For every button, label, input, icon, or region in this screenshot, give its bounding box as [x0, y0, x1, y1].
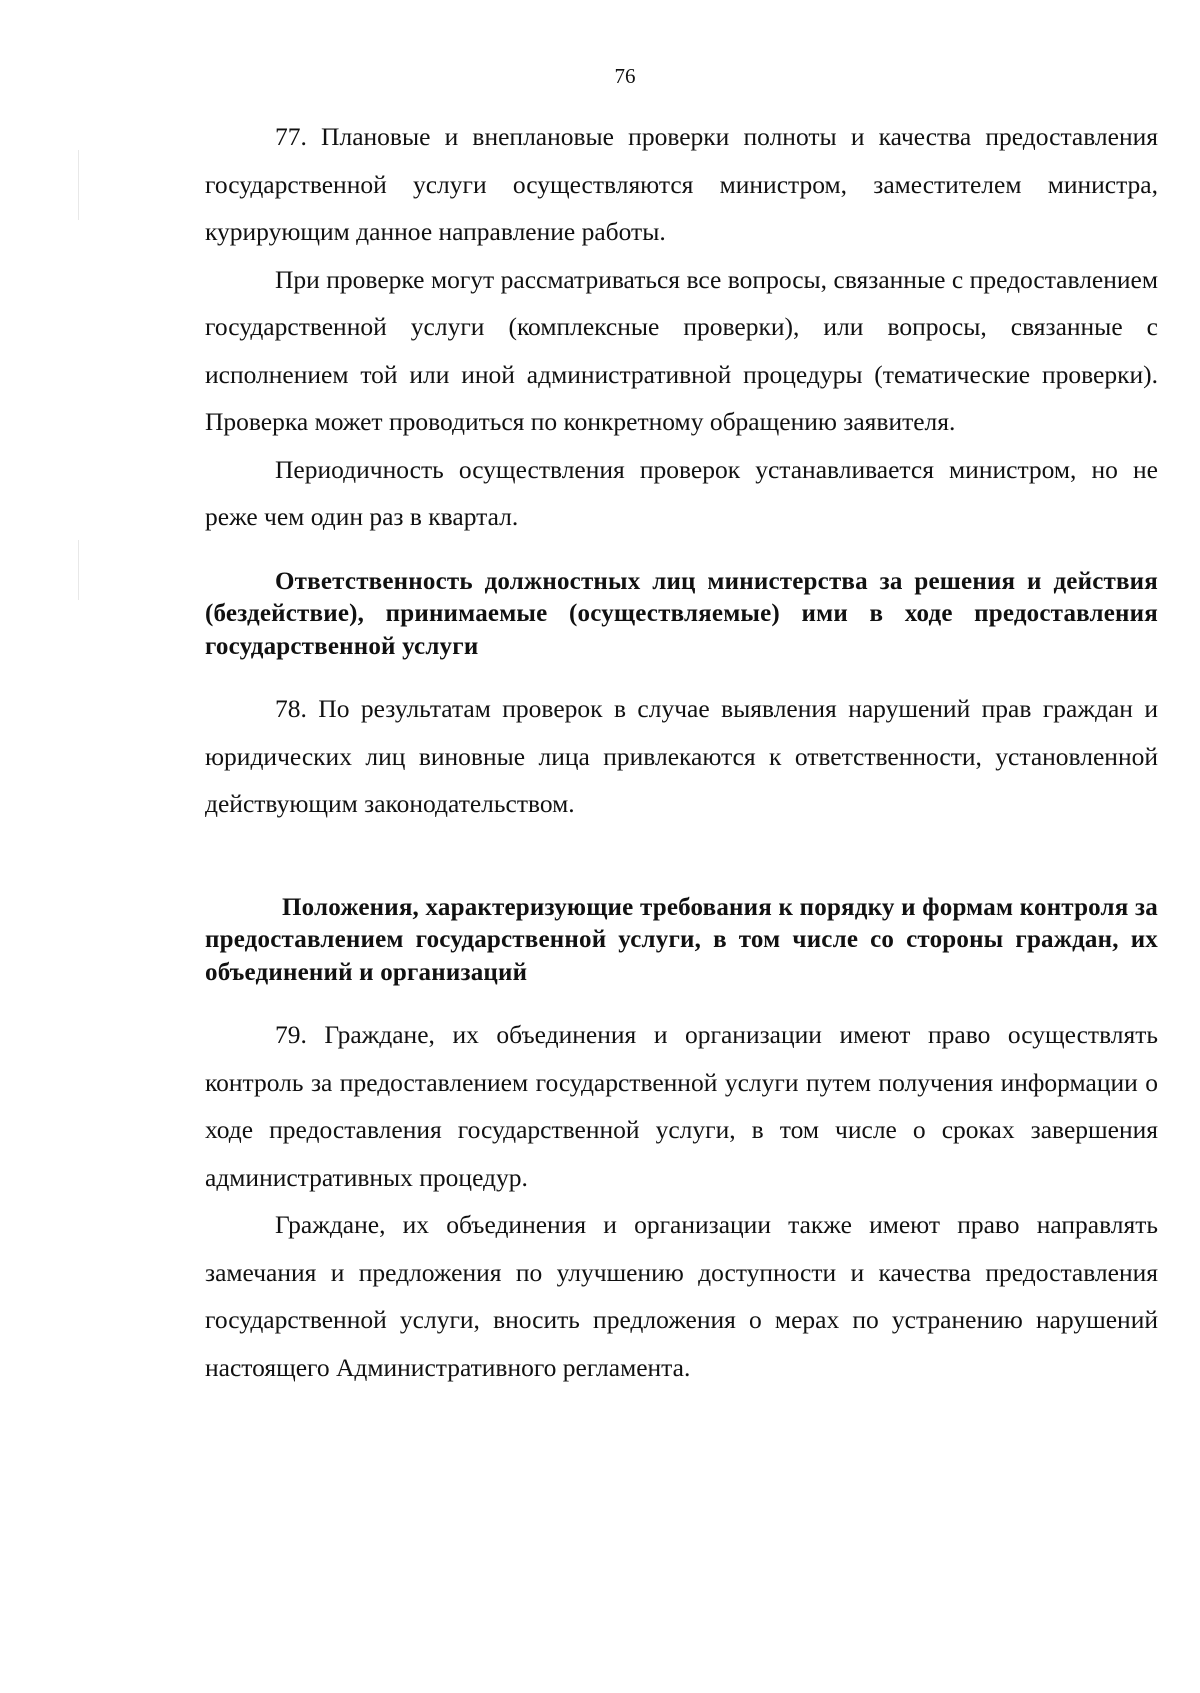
page-number: 76 [614, 64, 636, 88]
document-body [205, 113, 1158, 1391]
scan-margin-artifact [78, 150, 79, 220]
scan-margin-artifact [78, 540, 79, 600]
paragraph-check-frequency: Периодичность осуществления проверок устанавливается министром, но не реже чем один раз в квартал. [205, 454, 1158, 531]
paragraph-check-scope: При проверке могут рассматриваться все вопросы, связанные с предоставлением государственной услуги (комплексные проверки), или вопросы, связанные с исполнением той или иной административной процедуры (тематические проверки). Проверка может проводиться по конкретному обращению заявителя. [205, 264, 1158, 436]
paragraph-79: 79. Граждане, их объединения и организации имеют право осуществлять контроль за предоставлением государственной услуги путем получения информации о ходе предоставления государственной услуги, в том числе о сроках завершения административных процедур. [205, 1020, 1158, 1192]
spacer [205, 989, 1158, 1011]
paragraph-citizen-rights: Граждане, их объединения и организации также имеют право направлять замечания и предложения по улучшению доступности и качества предоставления государственной услуги, вносить предложения о мерах по устранению нарушений настоящего Административного регламента. [205, 1210, 1158, 1382]
spacer [205, 663, 1158, 685]
spacer [205, 541, 1158, 566]
section-heading-control-requirements: Положения, характеризующие требования к порядку и формам контроля за предоставлением государственной услуги, в том числе со стороны граждан, их объединений и организаций [205, 893, 1158, 986]
spacer [205, 828, 1158, 892]
paragraph-78: 78. По результатам проверок в случае выявления нарушений прав граждан и юридических лиц виновные лица привлекаются к ответственности, установленной действующим законодательством. [205, 694, 1158, 818]
paragraph-77: 77. Плановые и внеплановые проверки полноты и качества предоставления государственной услуги осуществляются министром, заместителем министра, курирующим данное направление работы. [205, 122, 1158, 246]
section-heading-responsibility: Ответственность должностных лиц министерства за решения и действия (бездействие), принимаемые (осуществляемые) ими в ходе предоставления государственной услуги [205, 567, 1158, 660]
